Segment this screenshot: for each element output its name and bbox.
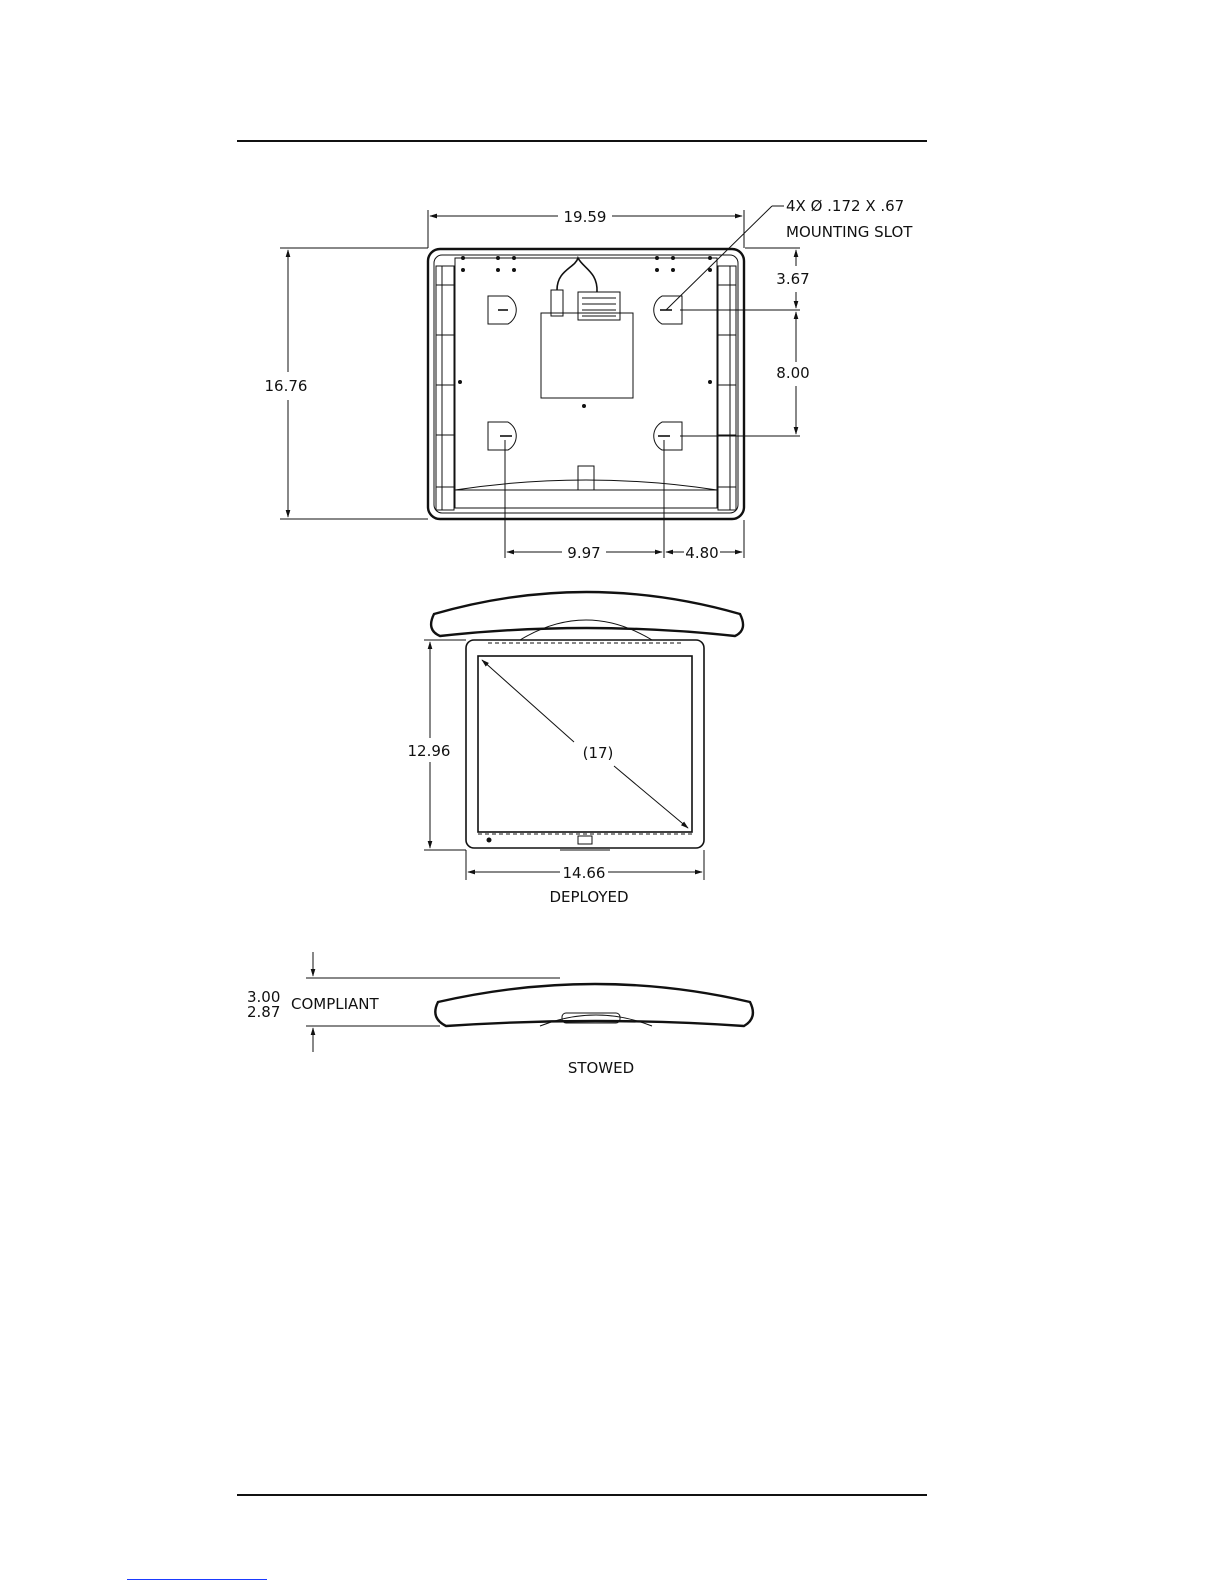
housing-outline (428, 249, 744, 519)
right-rail (718, 266, 736, 510)
slot-note-line2: MOUNTING SLOT (786, 223, 913, 241)
top-view (265, 197, 914, 562)
dim-slot-spacing-label: 8.00 (776, 364, 810, 382)
dim-deployed-width-label: 14.66 (562, 864, 606, 882)
left-rail (436, 266, 454, 510)
deployed-view (408, 592, 744, 906)
dim-slot-hspacing-label: 9.97 (567, 544, 601, 562)
deployed-caption: DEPLOYED (549, 888, 629, 906)
mount-boss-top-left (488, 296, 516, 324)
dim-diagonal-label: (17) (582, 744, 614, 762)
dim-deployed-height-label: 12.96 (407, 742, 451, 760)
latch (578, 466, 594, 490)
housing-front (431, 592, 743, 636)
dim-height-label: 16.76 (264, 377, 308, 395)
cable-plug (551, 290, 563, 316)
dim-width-label: 19.59 (563, 208, 607, 226)
stowed-height-note: COMPLIANT (291, 995, 379, 1013)
stowed-height-a: 3.00 (247, 988, 281, 1006)
mount-boss-bottom-left (488, 422, 516, 450)
ir-sensor (578, 836, 592, 844)
mount-boss-top-right (654, 296, 682, 324)
stowed-height-b: 2.87 (247, 1003, 281, 1021)
housing-stowed (435, 984, 753, 1026)
mount-boss-bottom-right (654, 422, 682, 450)
stowed-view (247, 952, 753, 1077)
connector-panel (541, 313, 633, 398)
dim-slot-right-label: 4.80 (685, 544, 719, 562)
slot-note-line1: 4X Ø .172 X .67 (786, 197, 905, 215)
screw-holes (458, 256, 712, 408)
cable (557, 258, 597, 292)
dim-slot-top-label: 3.67 (776, 270, 810, 288)
base-plate (455, 258, 717, 490)
stowed-caption: STOWED (567, 1059, 635, 1077)
front-lip (455, 480, 717, 508)
